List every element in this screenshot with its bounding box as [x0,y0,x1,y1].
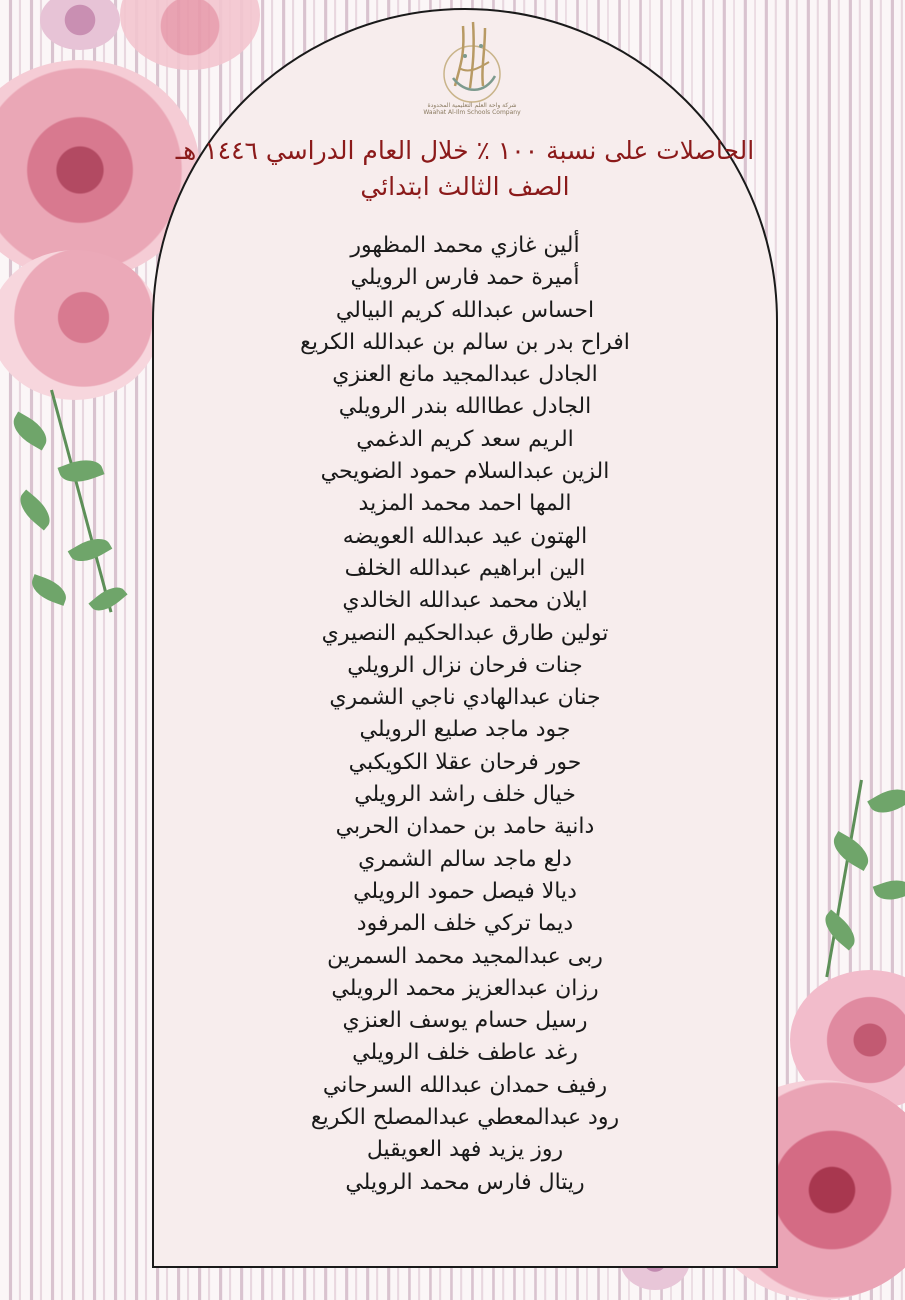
list-item: ألين غازي محمد المظهور [350,233,580,258]
list-item: روز يزيد فهد العويقيل [366,1137,564,1163]
list-item: حور فرحان عقلا الكويكبي [348,749,582,775]
list-item: الين ابراهيم عبدالله الخلف [344,555,586,581]
leaf-icon [88,581,127,618]
list-item: ايلان محمد عبدالله الخالدي [342,588,588,614]
list-item: الريم سعد كريم الدغمي [356,426,574,452]
list-item: جنات فرحان نزال الرويلي [347,652,583,678]
flower-icon [0,250,160,400]
leaf-icon [867,781,905,820]
page-title: الحاصلات على نسبة ١٠٠ ٪ خلال العام الدراسي ١٤٤٦ هـ [175,136,755,165]
list-item: رفيف حمدان عبدالله السرحاني [322,1072,608,1098]
list-item: رسيل حسام يوسف العنزي [342,1008,588,1034]
leaf-icon [28,574,71,606]
flower-icon [120,0,260,70]
leaf-icon [873,874,905,905]
list-item: جود ماجد صليع الرويلي [359,717,571,743]
list-item: ديما تركي خلف المرفود [356,911,574,937]
list-item: خيال خلف راشد الرويلي [354,782,576,808]
list-item: جنان عبدالهادي ناجي الشمري [329,685,601,711]
list-item: الزين عبدالسلام حمود الضويحي [320,459,610,485]
flower-icon [40,0,120,50]
list-item: احساس عبدالله كريم البيالي [335,297,595,323]
list-item: تولين طارق عبدالحكيم النصيري [321,620,609,646]
list-item: ديالا فيصل حمود الرويلي [353,878,577,904]
list-item: ربى عبدالمجيد محمد السمرين [327,943,603,969]
leaf-icon [13,489,56,530]
list-item: الجادل عبدالمجيد مانع العنزي [332,362,598,388]
list-item: الجادل عطاالله بندر الرويلي [338,394,592,420]
list-item: دلع ماجد سالم الشمري [358,846,572,872]
leaf-icon [58,453,105,488]
list-item: الهتون عيد عبدالله العويضه [342,523,588,549]
list-item: رغد عاطف خلف الرويلي [352,1040,578,1066]
list-item: ريتال فارس محمد الرويلي [345,1169,585,1195]
student-names-list [152,230,778,1199]
leaf-icon [818,909,861,950]
list-item: رود عبدالمعطي عبدالمصلح الكريع [310,1105,620,1131]
list-item: أميرة حمد فارس الرويلي [350,265,580,291]
leaf-icon [7,411,53,450]
list-item: افراح بدر بن سالم بن عبدالله الكريع [300,329,630,355]
list-item: رزان عبدالعزيز محمد الرويلي [331,975,599,1001]
logo-caption: شركة واحة العلم التعليمية المحدودة Waahat Al-Ilm Schools Company [423,102,521,116]
list-item: المها احمد محمد المزيد [358,491,572,517]
list-item: دانية حامد بن حمدان الحربي [335,814,595,840]
grade-subtitle: الصف الثالث ابتدائي [360,172,570,201]
